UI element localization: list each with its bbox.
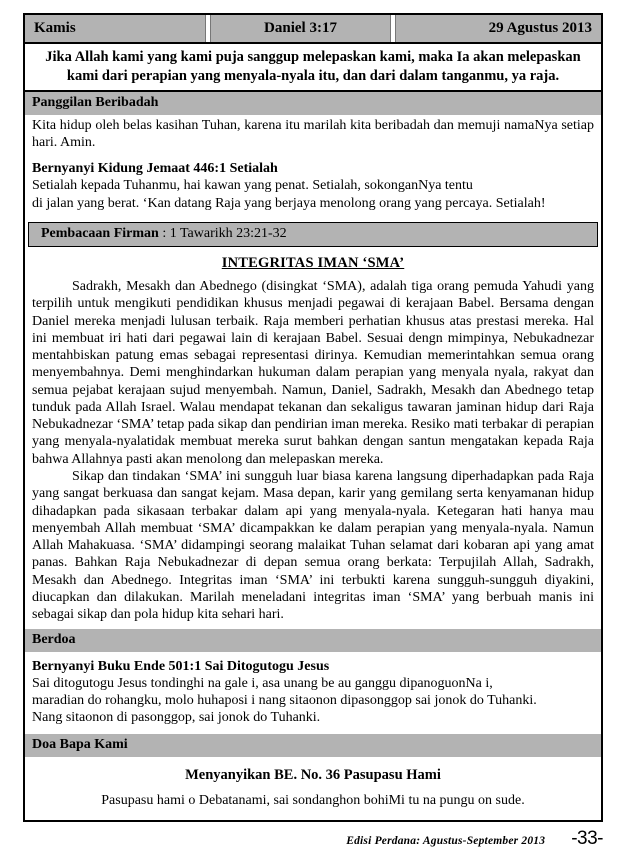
section-bar-pembacaan-value: 1 Tawarikh 23:21-32 <box>169 226 287 242</box>
closing-hymn-text: Pasupasu hami o Debatanami, sai sondanghon bohiMi tu na pungu on sude. <box>101 793 525 809</box>
panggilan-beribadah-text: Kita hidup oleh belas kasihan Tuhan, karena itu marilah kita beribadah dan memuji namaNya setiap hari. Amin. <box>32 118 594 151</box>
bernyanyi-kj-heading: Bernyanyi Kidung Jemaat 446:1 Setialah <box>32 161 278 177</box>
bernyanyi-kj-line-1: Setialah kepada Tuhanmu, hai kawan yang penat. Setialah, sokonganNya tentu <box>32 178 473 194</box>
bernyanyi-be-line-1: Sai ditogutogu Jesus tondinghi na gale i, asa unang be au ganggu dipanoguonNa i, <box>32 675 493 691</box>
bulletin-frame <box>23 13 603 822</box>
section-bar-pembacaan-separator: : <box>158 226 170 242</box>
bernyanyi-be-line-2: maradian do rohangku, molo huhaposi i nang sitaonon dipasonggop sai jonok do Tuhanki. <box>32 693 537 709</box>
page-footer <box>23 828 603 850</box>
header-date-cell <box>396 15 601 42</box>
footer-page-number: -33- <box>571 828 603 849</box>
bernyanyi-be-heading: Bernyanyi Buku Ende 501:1 Sai Ditogutogu Jesus <box>32 658 330 674</box>
header-scripture-label: Daniel 3:17 <box>264 20 337 36</box>
header-day-label: Kamis <box>34 20 76 36</box>
spacer-after-kj <box>32 212 594 216</box>
spacer-after-be <box>32 727 594 731</box>
section-bar-doa-bapa-kami-label: Doa Bapa Kami <box>32 736 128 752</box>
verse-line-1: Jika Allah kami yang kami puja sanggup melepaskan kami, maka Ia akan melepaskan <box>45 49 581 65</box>
section-bar-doa-bapa-kami <box>25 734 601 757</box>
section-bar-panggilan-label: Panggilan Beribadah <box>32 95 159 111</box>
sermon-paragraph-1: Sadrakh, Mesakh dan Abednego (disingkat ‘SMA), adalah tiga orang pemuda Yahudi yang terpilih untuk mengikuti pendidikan khusus menjadi pegawai di kerajaan Babel. Bersama dengan Daniel mereka menjadi lulusan terbaik. Raja memberi perhatian khusus atas prestasi mereka. Hal ini membuat iri hati dari pegawai lain di kerajaan Babel. Sesuai dengn mimpinya, Nebukadnezar mentahbiskan patung emas sebagai representasi dirinya. Kemudian memerintahkan semua orang menyembahnya. Demi menghindarkan hukuman dalam perapian yang menyala nyala, rakyat dan semua pejabat kerajaan sujud menyembah. Namun, Daniel, Sadrakh, Mesakh dan Abednego tetap tunduk pada Allah Israel. Walau mendapat tekanan dan sekaligus tawaran jaminan hidup dari Raja Nebukadnezar ‘SMA’ tetap pada sikap dan pendirian iman mereka. Resiko mati terbakar di perapian yang menyala-nyalatidak membuat mereka surut bahkan dengan santun mengatakan kepada Raja bahwa Allahnya pasti akan menolong dan melepaskan mereka. <box>32 278 594 467</box>
panggilan-beribadah-body <box>25 115 601 219</box>
verse-line-2: kami dari perapian yang menyala-nyala itu, dan dari dalam tanganmu, ya raja. <box>66 67 560 84</box>
section-bar-pembacaan-firman <box>28 222 598 247</box>
section-bar-pembacaan-label: Pembacaan Firman <box>41 226 159 242</box>
bernyanyi-be-line-3: Nang sitaonon di pasonggop, sai jonok do Tuhanki. <box>32 710 321 726</box>
sermon-title: INTEGRITAS IMAN ‘SMA’ <box>221 255 405 272</box>
section-bar-berdoa <box>25 629 601 652</box>
header-scripture-cell <box>211 15 390 42</box>
header-date-label: 29 Agustus 2013 <box>488 20 592 36</box>
daily-verse-block <box>25 44 601 92</box>
bernyanyi-kj-line-2: di jalan yang berat. ‘Kan datang Raja yang berjaya menolong orang yang percaya. Setialah! <box>32 195 546 211</box>
sermon-paragraph-2: Sikap dan tindakan ‘SMA’ ini sungguh luar biasa karena langsung diperhadapkan pada Raja yang sangat berkuasa dan sangat kejam. Masa depan, karir yang gemilang serta kenyamanan hidup dihadapkan pada sikasaan terbakar dalam api yang menyala-nyala. Ketegaran hati hanya mau menyembah Allah membuat ‘SMA’ dicampakkan ke dalam perapian yang menyala-nyala. Namun Allah Mahakuasa. ‘SMA’ didampingi seorang malaikat Tuhan selamat dari kobaran api yang amat panas. Bahkan Raja Nebukadnezar di depan semua orang berkata: Terpujilah Allah, Sadrakh, Mesakh dan Abednego. Integritas iman ‘SMA’ ini terbukti karena sungguh-sungguh diyakini, diucapkan dan dilakukan. Marilah meneladani integritas iman ‘SMA’ yang berbuah manis ini sebagai sikap dan pola hidup kita sehari hari. <box>32 469 594 623</box>
header-row <box>25 15 601 44</box>
header-day-cell <box>25 15 205 42</box>
sermon-section <box>25 248 601 629</box>
section-bar-berdoa-label: Berdoa <box>32 631 76 647</box>
bernyanyi-be-body <box>25 652 601 734</box>
section-bar-panggilan-beribadah <box>25 92 601 115</box>
closing-hymn-section <box>25 757 601 820</box>
closing-hymn-title: Menyanyikan BE. No. 36 Pasupasu Hami <box>185 766 441 783</box>
footer-edition-label: Edisi Perdana: Agustus-September 2013 <box>346 835 546 847</box>
